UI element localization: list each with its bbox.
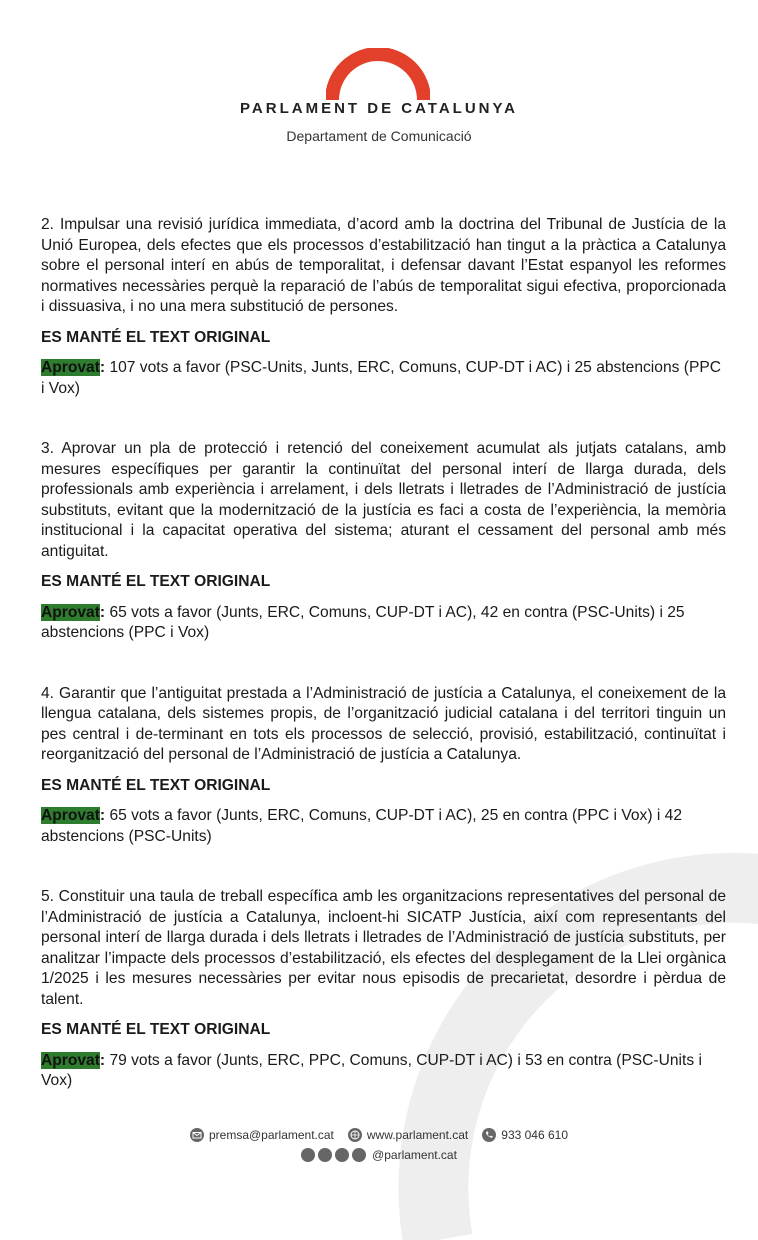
- social-icons: [301, 1148, 366, 1162]
- facebook-icon[interactable]: [318, 1148, 332, 1162]
- email-contact[interactable]: [190, 1128, 334, 1142]
- vote-result-text: 79 vots a favor (Junts, ERC, PPC, Comuns, CUP-DT i AC) i 53 en contra (PSC-Units i Vox): [41, 1051, 702, 1089]
- keep-original-label: ES MANTÉ EL TEXT ORIGINAL: [41, 328, 271, 346]
- colon: :: [99, 603, 106, 621]
- colon: :: [99, 1051, 106, 1069]
- contact-row: [0, 1128, 758, 1142]
- colon: :: [99, 359, 106, 376]
- motion-text: 5. Constituir una taula de treball específica amb les organitzacions representatives del personal de l’Administració de justícia a Catalunya, incloent-hi SICATP Justícia, així com representants del personal interí de llarga durada i dels lletrats i lletrades de l’Administració de justícia substituts, per analitzar l’impacte dels processos d’estabilització, els efectes del desplegament de la Llei orgànica 1/2025 i les mesures necessàries per evitar nous episodis de precarietat, desordre i pèrdua de talent.: [41, 888, 726, 1008]
- motion-text: 4. Garantir que l’antiguitat prestada a l’Administració de justícia a Catalunya, el coneixement de la llengua catalana, dels sistemes propis, de l’organització judicial catalana i del territori tinguin un pes central i de-terminant en tots els processos de selecció, provisió, estabilització, continuïtat i reorganització del personal de l’Administració de justícia a Catalunya.: [41, 684, 726, 763]
- motion-item: [41, 887, 726, 1092]
- motion-text: 3. Aprovar un pla de protecció i retenció del coneixement acumulat als jutjats catalans, amb mesures específiques per garantir la continuïtat del personal interí de llarga durada, dels professionals amb experiència i arrelament, i dels lletrats i lletrades de l’Administració de justícia substituts, evitant que la modernització de la justícia es faci a costa de l’experiència, la memòria institucional i la capacitat operativa del sistema; aturant el cessament del personal amb més antiguitat.: [41, 440, 726, 560]
- instagram-icon[interactable]: [335, 1148, 349, 1162]
- keep-original-label: ES MANTÉ EL TEXT ORIGINAL: [41, 776, 271, 794]
- keep-original-label: ES MANTÉ EL TEXT ORIGINAL: [41, 573, 271, 590]
- phone-icon: [482, 1128, 496, 1142]
- website-text: www.parlament.cat: [366, 1128, 469, 1142]
- org-name: PARLAMENT DE CATALUNYA: [240, 100, 518, 117]
- vote-result: [41, 603, 726, 644]
- vote-result-text: 65 vots a favor (Junts, ERC, Comuns, CUP-DT i AC), 42 en contra (PSC-Units) i 25 abstencions (PPC i Vox): [41, 603, 685, 641]
- department-name: Departament de Comunicació: [286, 128, 472, 144]
- approved-badge: Aprovat: [41, 1051, 100, 1069]
- vote-result: [41, 1051, 726, 1092]
- youtube-icon[interactable]: [352, 1148, 366, 1162]
- globe-icon: [348, 1128, 362, 1142]
- vote-result: [41, 358, 726, 399]
- motion-text: 2. Impulsar una revisió jurídica immediata, d’acord amb la doctrina del Tribunal de Justícia de la Unió Europea, dels efectes que els processos d’estabilització han tingut a la pràctica a Catalunya sobre el personal interí en abús de temporalitat, i defensar davant l’Estat espanyol les reformes normatives necessàries perquè la reparació de l’abús de temporalitat sigui efectiva, proporcionada i dissuasiva, i no una mera substitució de persones.: [41, 216, 726, 315]
- twitter-icon[interactable]: [301, 1148, 315, 1162]
- envelope-icon: [190, 1128, 204, 1142]
- motion-item: [41, 684, 726, 848]
- vote-result: [41, 806, 726, 847]
- website-link[interactable]: [348, 1128, 468, 1142]
- colon: :: [99, 807, 106, 824]
- phone-text: 933 046 610: [501, 1128, 568, 1142]
- document-body: [41, 215, 726, 1092]
- phone-contact[interactable]: [482, 1128, 568, 1142]
- vote-result-text: 65 vots a favor (Junts, ERC, Comuns, CUP-DT i AC), 25 en contra (PPC i Vox) i 42 abstencions (PSC-Units): [41, 807, 683, 845]
- vote-result-text: 107 vots a favor (PSC-Units, Junts, ERC, Comuns, CUP-DT i AC) i 25 abstencions (PPC i Vox): [41, 359, 722, 397]
- motion-item: [41, 439, 726, 644]
- motion-item: [41, 215, 726, 399]
- parlament-logo-icon: [326, 48, 430, 100]
- social-row: [0, 1148, 758, 1162]
- email-text: premsa@parlament.cat: [208, 1128, 334, 1142]
- letterhead-footer: [0, 1128, 758, 1178]
- approved-badge: Aprovat: [41, 359, 100, 376]
- approved-badge: Aprovat: [41, 603, 100, 621]
- approved-badge: Aprovat: [41, 807, 100, 824]
- keep-original-label: ES MANTÉ EL TEXT ORIGINAL: [41, 1021, 271, 1038]
- social-handle: @parlament.cat: [372, 1148, 457, 1162]
- letterhead: [0, 0, 758, 170]
